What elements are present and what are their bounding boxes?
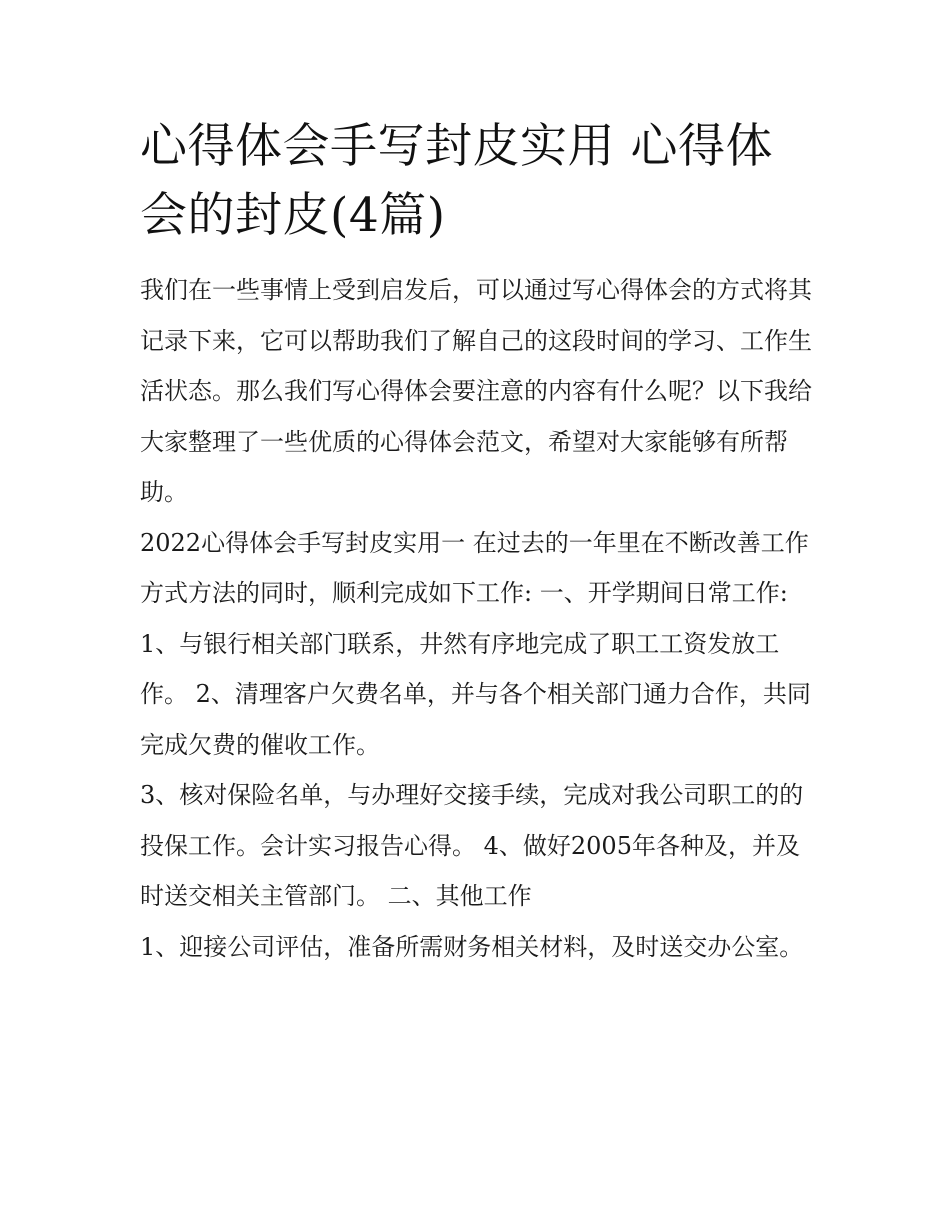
- intro-paragraph: 我们在一些事情上受到启发后，可以通过写心得体会的方式将其记录下来，它可以帮助我们了解自己的这段时间的学习、工作生活状态。那么我们写心得体会要注意的内容有什么呢？以下我给大家整理了一些优质的心得体会范文，希望对大家能够有所帮助。: [140, 276, 812, 506]
- document-body: [140, 112, 812, 972]
- item-one-paragraph: 1、与银行相关部门联系，井然有序地完成了职工工资发放工作。 2、清理客户欠费名单，并与各个相关部门通力合作，共同完成欠费的催收工作。: [140, 629, 811, 759]
- section-one-paragraph: 2022心得体会手写封皮实用一 在过去的一年里在不断改善工作方式方法的同时，顺利完成如下工作: 一、开学期间日常工作:: [140, 528, 809, 607]
- document-title: 心得体会手写封皮实用 心得体会的封皮(4篇): [140, 119, 773, 243]
- item-three-paragraph: 3、核对保险名单，与办理好交接手续，完成对我公司职工的的投保工作。会计实习报告心得。 4、做好2005年各种及，并及时送交相关主管部门。 二、其他工作: [140, 781, 804, 910]
- other-work-item-paragraph: 1、迎接公司评估，准备所需财务相关材料，及时送交办公室。: [140, 932, 804, 961]
